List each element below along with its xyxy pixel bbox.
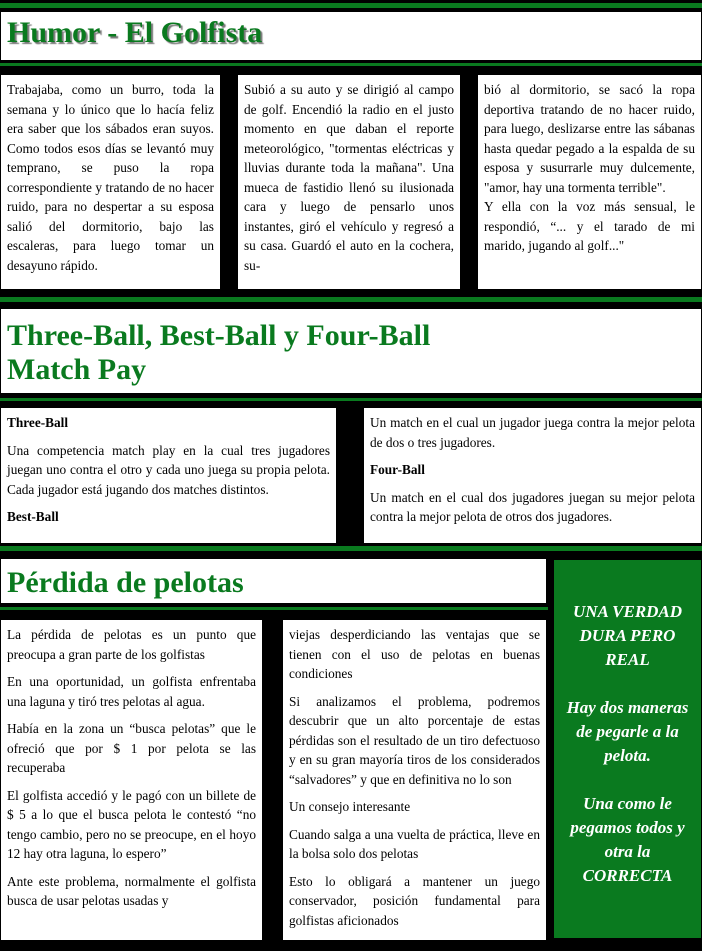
pelotas-paragraph: En una oportunidad, un golfista enfrentaba una laguna y tiró tres pelotas al agua.	[7, 674, 256, 709]
best-ball-text: Un match en el cual un jugador juega contra la mejor pelota de dos o tres jugadores.	[370, 415, 695, 450]
pelotas-paragraph: Esto lo obligará a mantener un juego conservador, posición fundamental para golfistas aficionados	[289, 873, 540, 928]
humor-column-3	[478, 75, 701, 289]
humor-column-1	[1, 75, 220, 289]
section-matchplay-title-line-2: Match Pay	[7, 353, 147, 386]
green-band-4	[0, 546, 702, 551]
humor-paragraph-1: Trabajaba, como un burro, toda la semana y lo único que lo hacía feliz era saber que los sábados eran suyos. Como todos esos días se levantó muy temprano, se puso la ropa correspondiente y tratando de no hacer ruido, para no despertar a su esposa salió del dormitorio, bajo las escaleras, para luego tomar un desayuno rápido.	[7, 82, 214, 273]
pelotas-paragraph: La pérdida de pelotas es un punto que preocupa a gran parte de los golfistas	[7, 627, 256, 662]
pelotas-paragraph: viejas desperdiciando las ventajas que se tienen con el uso de pelotas en buenas condiciones	[289, 627, 540, 681]
matchplay-column-1	[1, 408, 336, 543]
humor-paragraph-4: Y ella con la voz más sensual, le respondió, “... y el tarado de mi marido, jugando al golf..."	[484, 199, 695, 253]
pelotas-paragraph: Un consejo interesante	[289, 799, 411, 814]
green-band-2	[0, 297, 702, 302]
section-humor-title: Humor - El Golfista	[7, 16, 263, 49]
green-band-5	[0, 607, 548, 610]
section-matchplay-title	[1, 309, 701, 397]
pelotas-column-1	[1, 620, 262, 940]
pelotas-paragraph: Había en la zona un “busca pelotas” que le ofreció que por $ 1 por pelota se las recuperaba	[7, 721, 256, 775]
pelotas-paragraph: Cuando salga a una vuelta de práctica, lleve en la bolsa solo dos pelotas	[289, 826, 540, 861]
section-matchplay-title-line-1: Three-Ball, Best-Ball y Four-Ball	[7, 319, 431, 352]
best-ball-heading: Best-Ball	[7, 509, 59, 524]
humor-column-2	[238, 75, 460, 289]
three-ball-heading: Three-Ball	[7, 415, 69, 430]
sidebar-headline: UNA VERDAD DURA PERO REAL	[572, 602, 683, 669]
sidebar-text-1: Hay dos maneras de pegarle a la pelota.	[566, 698, 689, 765]
section-matchplay-title-box	[1, 309, 701, 393]
pelotas-paragraph: El golfista accedió y le pagó con un billete de $ 5 a lo que el busca pelota le contestó “no tengo cambio, pero no se preocupe, en el hoyo 12 hay otra laguna, lo espero”	[7, 787, 256, 861]
section-pelotas-title-box	[1, 559, 546, 603]
four-ball-heading: Four-Ball	[370, 462, 425, 477]
humor-paragraph-3: bió al dormitorio, se sacó la ropa deportiva tratando de no hacer ruido, para luego, deslizarse entre las sábanas hasta quedar pegado a la espalda de su esposa y susurrarle muy dulcemente, "amor, hay una tormenta terrible".	[484, 82, 695, 195]
pelotas-paragraph: Si analizamos el problema, podremos descubrir que un alto porcentaje de estas pérdidas son el resultado de un tiro defectuoso y en su gran mayoría tiros de los considerados “salvadores” y que en definitiva no lo son	[289, 693, 540, 787]
section-pelotas-title: Pérdida de pelotas	[7, 566, 244, 599]
pelotas-paragraph: Ante este problema, normalmente el golfista busca de usar pelotas usadas y	[7, 873, 256, 908]
green-band-3	[0, 398, 702, 401]
sidebar-text-2: Una como le pegamos todos y otra la CORRECTA	[570, 794, 685, 885]
pelotas-column-2	[283, 620, 546, 940]
humor-paragraph-2: Subió a su auto y se dirigió al campo de golf. Encendió la radio en el justo momento en que daban el reporte meteorológico, "tormentas eléctricas y lluvias durante toda la mañana". Una mueca de fastidio llenó su ilusionada cara y luego de pensarlo unos instantes, giró el vehículo y regresó a su casa. Guardó el auto en la cochera, su-	[244, 82, 454, 273]
green-band-1	[0, 63, 702, 66]
three-ball-text: Una competencia match play en la cual tres jugadores juegan uno contra el otro y cada uno juega su propia pelota. Cada jugador está jugando dos matches distintos.	[7, 442, 330, 497]
four-ball-text: Un match en el cual dos jugadores juegan su mejor pelota contra la mejor pelota de otros dos jugadores.	[370, 489, 695, 524]
matchplay-column-2	[364, 408, 701, 543]
section-humor-title-box	[1, 12, 701, 60]
sidebar-callout	[554, 560, 701, 938]
green-band-top	[0, 3, 702, 8]
